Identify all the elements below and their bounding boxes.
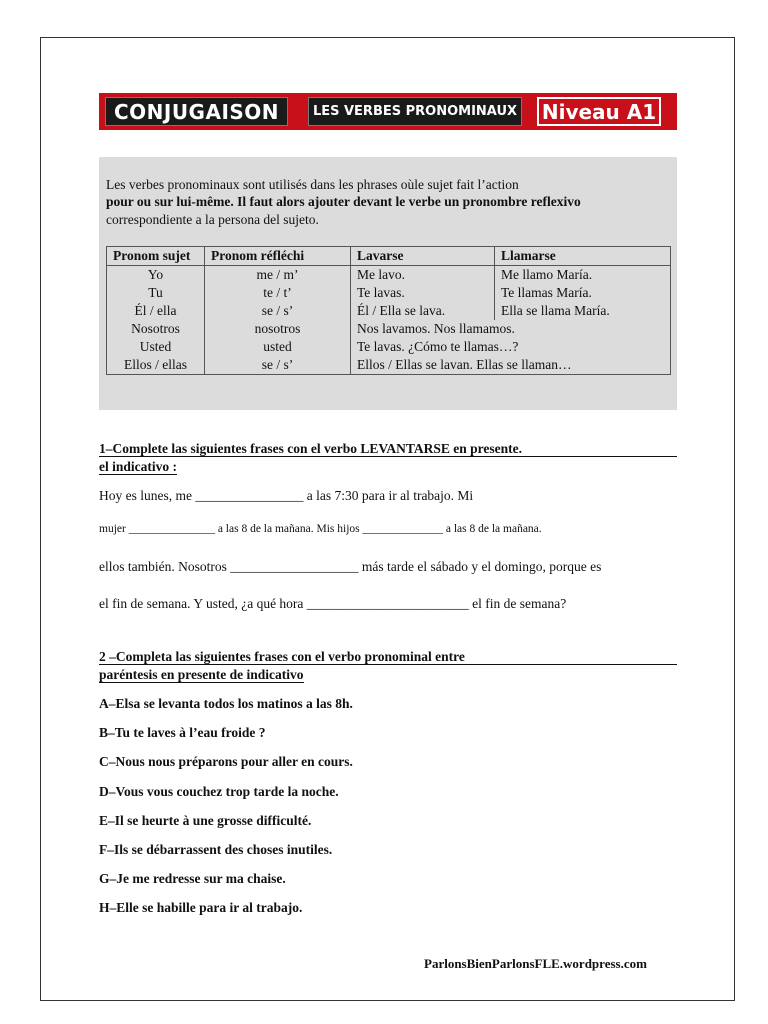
cell-subject: Tu bbox=[107, 284, 205, 302]
cell-subject: Usted bbox=[107, 338, 205, 356]
table-row bbox=[107, 338, 671, 356]
cell-subject: Yo bbox=[107, 266, 205, 285]
intro-line-2: pour ou sur lui-même. Il faut alors ajouter devant le verbe un pronombre reflexivo bbox=[106, 194, 581, 209]
exercise2-item-g: G–Je me redresse sur ma chaise. bbox=[99, 871, 286, 886]
exercise2-title-line1: 2 –Completa las siguientes frases con el verbo pronominal entre bbox=[99, 649, 465, 664]
cell-reflexive: se / s’ bbox=[205, 302, 351, 320]
exercise2-item-f: F–Ils se débarrassent des choses inutiles. bbox=[99, 842, 333, 857]
intro-line-1: Les verbes pronominaux sont utilisés dans les phrases oùle sujet fait l’action bbox=[106, 177, 519, 192]
intro-line-3: correspondiente a la persona del sujeto. bbox=[106, 212, 319, 227]
table-row bbox=[107, 320, 671, 338]
cell-reflexive: se / s’ bbox=[205, 356, 351, 375]
table-row bbox=[107, 356, 671, 375]
cell-lavarse: Te lavas. bbox=[351, 284, 495, 302]
cell-subject: Él / ella bbox=[107, 302, 205, 320]
footer-site-url: ParlonsBienParlonsFLE.wordpress.com bbox=[424, 956, 647, 971]
cell-llamarse: Me llamo María. bbox=[495, 266, 671, 285]
cell-subject: Ellos / ellas bbox=[107, 356, 205, 375]
exercise1-title-2 bbox=[99, 458, 677, 476]
exercise1-underline bbox=[99, 456, 677, 457]
exercise2-item-h: H–Elle se habille para ir al trabajo. bbox=[99, 900, 303, 915]
exercise2-item-c: C–Nous nous préparons pour aller en cours. bbox=[99, 754, 353, 769]
exercise1-title-line2: el indicativo : bbox=[99, 459, 177, 474]
topic-label: LES VERBES PRONOMINAUX bbox=[308, 97, 522, 126]
intro-block bbox=[99, 157, 677, 410]
exercise2-title-line2: paréntesis en presente de indicativo bbox=[99, 667, 304, 682]
table-row bbox=[107, 284, 671, 302]
exercise2-item-a: A–Elsa se levanta todos los matinos a las 8h. bbox=[99, 696, 353, 711]
exercise1-title-line1: 1–Complete las siguientes frases con el verbo LEVANTARSE en presente. bbox=[99, 441, 522, 456]
exercise2-item-b: B–Tu te laves à l’eau froide ? bbox=[99, 725, 266, 740]
header-lavarse: Lavarse bbox=[351, 247, 495, 266]
cell-subject: Nosotros bbox=[107, 320, 205, 338]
exercise1-line-2: mujer _______________ a las 8 de la mañana. Mis hijos ______________ a las 8 de la mañana. bbox=[99, 523, 542, 535]
cell-reflexive: te / t’ bbox=[205, 284, 351, 302]
header-llamarse: Llamarse bbox=[495, 247, 671, 266]
cell-llamarse: Te llamas María. bbox=[495, 284, 671, 302]
cell-lavarse: Él / Ella se lava. bbox=[351, 302, 495, 320]
cell-reflexive: usted bbox=[205, 338, 351, 356]
exercise2-item-e: E–Il se heurte à une grosse difficulté. bbox=[99, 813, 312, 828]
exercise2-title-2 bbox=[99, 666, 677, 684]
cell-reflexive: nosotros bbox=[205, 320, 351, 338]
table-row bbox=[107, 266, 671, 285]
table-header-row bbox=[107, 247, 671, 266]
cell-lavarse: Ellos / Ellas se lavan. Ellas se llaman… bbox=[351, 356, 671, 375]
cell-reflexive: me / m’ bbox=[205, 266, 351, 285]
exercise1-line-4: el fin de semana. Y usted, ¿a qué hora ________________________ el fin de semana? bbox=[99, 596, 567, 611]
cell-lavarse: Te lavas. ¿Cómo te llamas…? bbox=[351, 338, 671, 356]
exercise2-underline bbox=[99, 664, 677, 665]
level-label: Niveau A1 bbox=[541, 99, 657, 124]
cell-llamarse: Ella se llama María. bbox=[495, 302, 671, 320]
conjugaison-label: CONJUGAISON bbox=[105, 97, 288, 126]
header-pronom-sujet: Pronom sujet bbox=[107, 247, 205, 266]
exercise1-line-3: ellos también. Nosotros ___________________ más tarde el sábado y el domingo, porque es bbox=[99, 559, 602, 574]
header-banner bbox=[99, 93, 677, 130]
exercise1-line-1: Hoy es lunes, me ________________ a las 7:30 para ir al trabajo. Mi bbox=[99, 488, 474, 503]
cell-lavarse: Me lavo. bbox=[351, 266, 495, 285]
exercise2-item-d: D–Vous vous couchez trop tarde la noche. bbox=[99, 784, 339, 799]
conjugation-table bbox=[106, 246, 671, 375]
cell-lavarse: Nos lavamos. Nos llamamos. bbox=[351, 320, 671, 338]
header-pronom-reflechi: Pronom réfléchi bbox=[205, 247, 351, 266]
table-row bbox=[107, 302, 671, 320]
level-badge bbox=[537, 97, 661, 126]
